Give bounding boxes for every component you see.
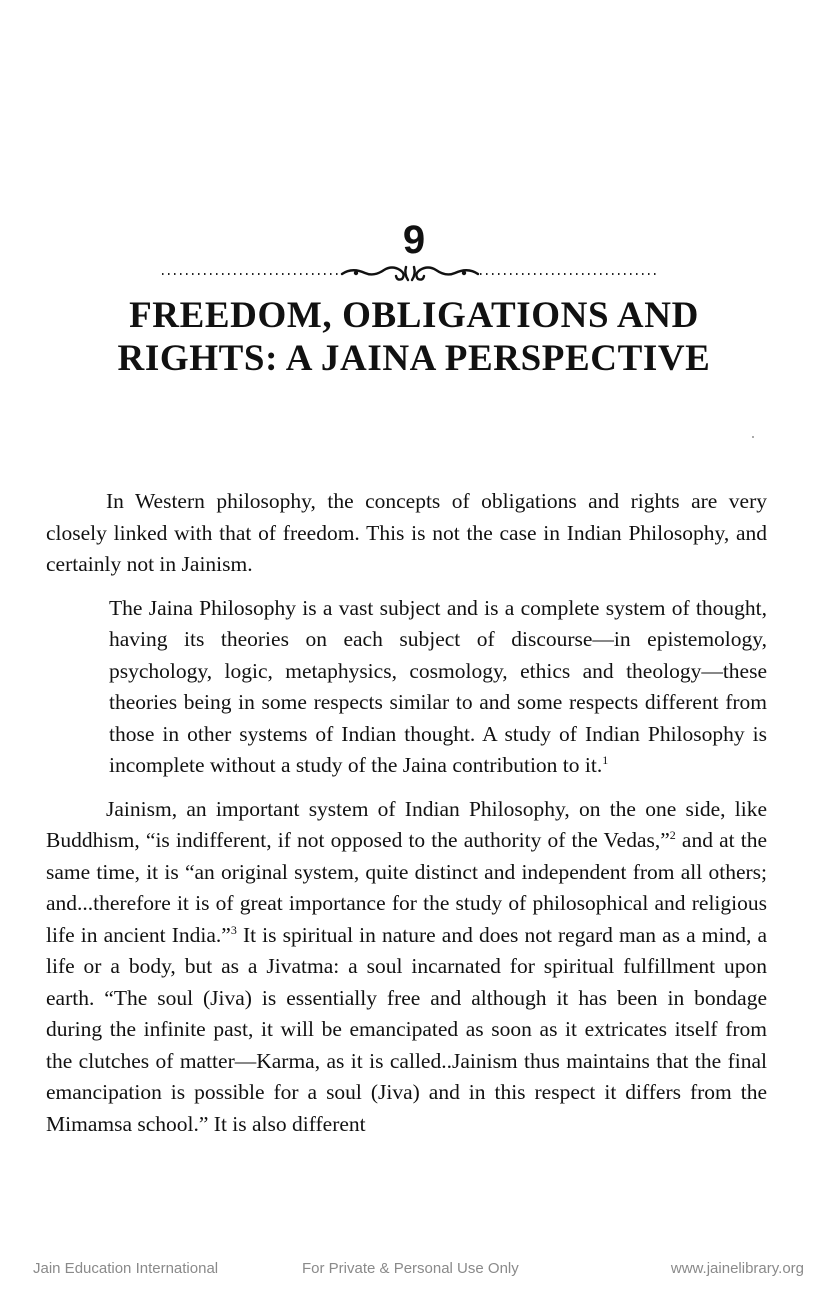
- footer-publisher: Jain Education International: [33, 1260, 219, 1277]
- paragraph-jainism-part-b: and at the same time, it is “an original system, quite distinct and independent from all others; and...therefore it is of great importance for the study of philosophical and religious life in ancient India.”: [46, 828, 768, 947]
- paragraph-intro: In Western philosophy, the concepts of obligations and rights are very closely linked with that of freedom. This is not the case in Indian Philosophy, and certainly not in Jainism.: [46, 489, 767, 576]
- footer-website-link[interactable]: www.jainelibrary.org: [670, 1260, 804, 1277]
- footnote-marker-3: 3: [230, 922, 237, 937]
- chapter-title: [60, 294, 768, 380]
- block-quote: [109, 593, 767, 782]
- chapter-number: 9: [402, 218, 426, 262]
- chapter-title-line-2: RIGHTS: A JAINA PERSPECTIVE: [117, 338, 711, 379]
- page-footer: [0, 1258, 828, 1282]
- footnote-marker-2: 2: [669, 827, 676, 842]
- scan-speck: [752, 436, 754, 438]
- footnote-marker-1: 1: [602, 752, 609, 767]
- paragraph-jainism-part-a: Jainism, an important system of Indian Philosophy, on the one side, like Buddhism, “is indifferent, if not opposed to the authority of the Vedas,”: [46, 796, 767, 852]
- flourish-icon: [342, 267, 478, 280]
- chapter-title-line-1: FREEDOM, OBLIGATIONS AND: [129, 295, 699, 336]
- block-quote-text: The Jaina Philosophy is a vast subject and is a complete system of thought, having its theories on each subject of discourse—in epistemology, psychology, logic, metaphysics, cosmology, ethics and theology—these theories being in some respects similar to and some respects different from those in other systems of Indian thought. A study of Indian Philosophy is incomplete without a study of the Jaina contribution to it.: [109, 595, 767, 777]
- paragraph-jainism-part-c: It is spiritual in nature and does not regard man as a mind, a life or a body, but as a Jivatma: a soul incarnated for spiritual fulfillment upon earth. “The soul (Jiva) is essentially free and although it has been in bondage during the infinite past, it will be emancipated as soon as it extricates itself from the clutches of matter—Karma, as it is called..Jainism thus maintains that the final emancipation is possible for a soul (Jiva) and in this respect it differs from the Mimamsa school.” It is also different: [46, 922, 767, 1136]
- paragraph-jainism: [46, 794, 767, 1141]
- body-text: [46, 486, 767, 1152]
- footer-usage-note: For Private & Personal Use Only: [302, 1260, 519, 1277]
- ornamental-divider: [160, 262, 660, 282]
